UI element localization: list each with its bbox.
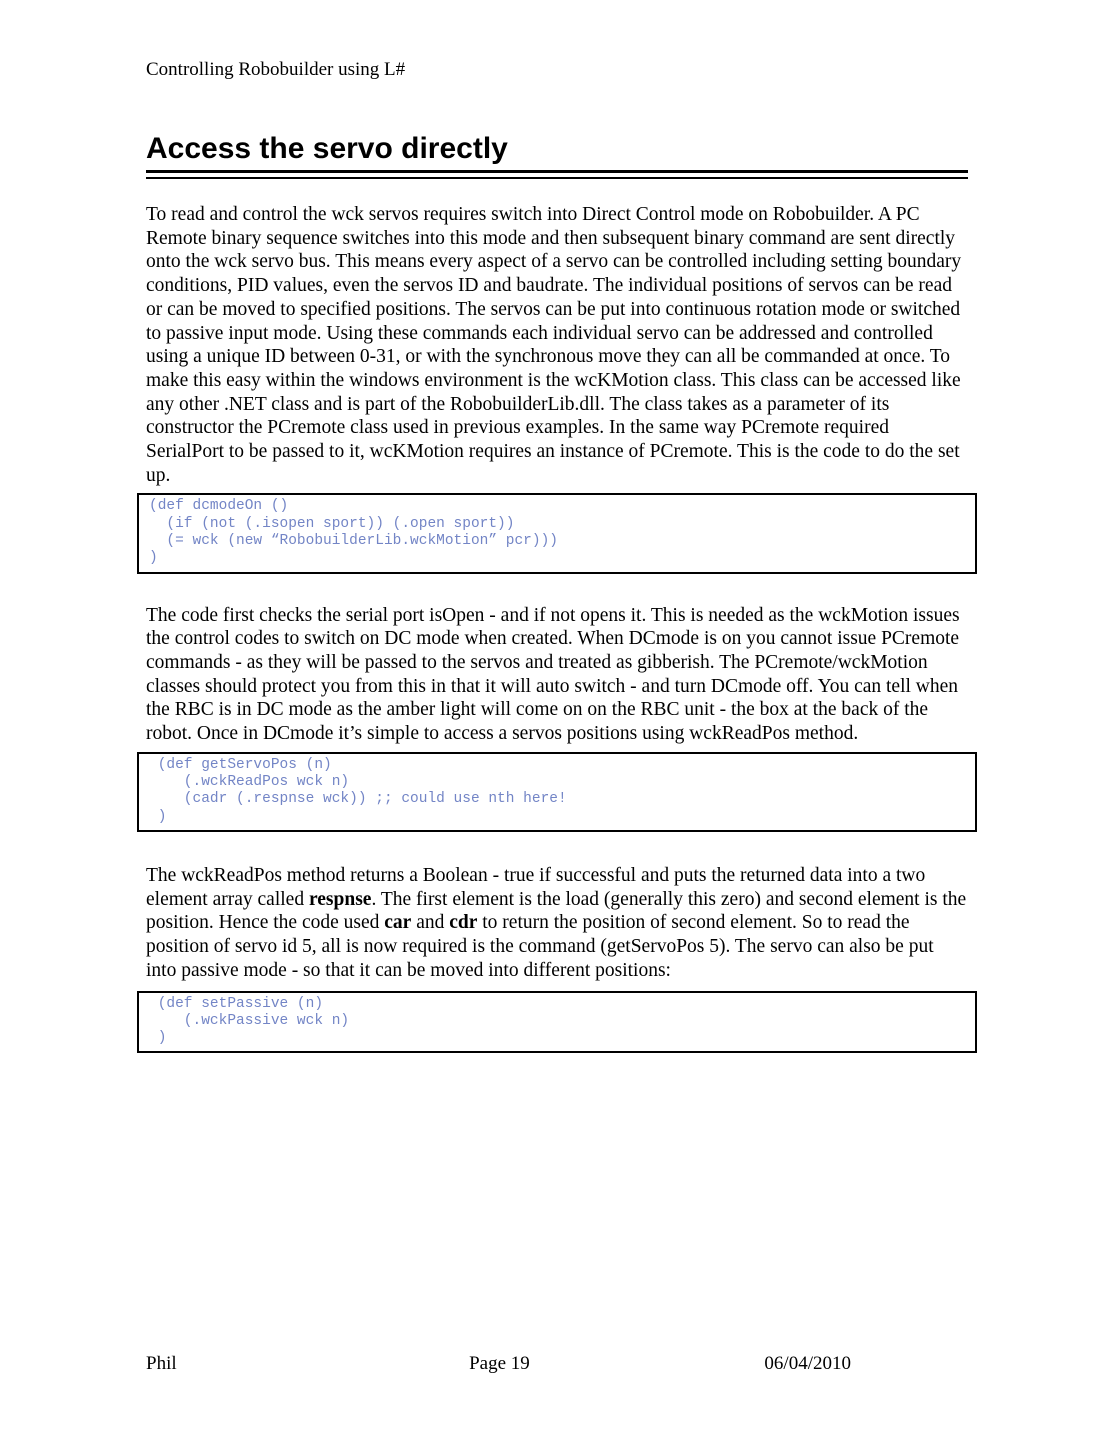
- code-block-dcmodeOn: [137, 493, 977, 573]
- footer-author: Phil: [146, 1353, 177, 1374]
- paragraph-segment-bold: cdr: [449, 912, 478, 934]
- code-line: (.wckReadPos wck n): [149, 774, 350, 791]
- code-line: ): [149, 1030, 167, 1047]
- paragraph-intro: To read and control the wck servos requires switch into Direct Control mode on Robobuilder. A PC Remote binary sequence switches into this mode and then subsequent binary command are sent directly onto the wck servo bus. This means every aspect of a servo can be controlled including setting boundary conditions, PID values, even the servos ID and baudrate. The individual positions of servos can be read or can be moved to specified positions. The servos can be put into continuous rotation mode or switched to passive input mode. Using these commands each individual servo can be addressed and controlled using a unique ID between 0-31, or with the synchronous move they can all be commanded at once. To make this easy within the windows environment is the wcKMotion class. This class can be accessed like any other .NET class and is part of the RobobuilderLib.dll. The class takes as a parameter of its constructor the PCremote class used in previous examples. In the same way PCremote required SerialPort to be passed to it, wcKMotion requires an instance of PCremote. This is the code to do the set up.: [146, 204, 962, 486]
- code-line: (def getServoPos (n): [149, 756, 332, 773]
- code-line: ): [149, 808, 167, 825]
- page-footer: [146, 1352, 968, 1376]
- paragraph-segment: The wckReadPos method returns a Boolean - true if successful and puts the returned data into a two element array called: [146, 865, 926, 910]
- paragraph-segment: . The first element is the load (generally this zero) and second element is the position. Hence the code used: [146, 888, 967, 934]
- section-title: Access the servo directly: [146, 132, 508, 165]
- footer-page-number: Page 19: [469, 1353, 530, 1374]
- code-line: (def dcmodeOn (): [149, 498, 289, 515]
- paragraph-segment-bold: respnse: [308, 888, 372, 910]
- code-line: (cadr (.respnse wck)) ;; could use nth here!: [149, 791, 567, 808]
- footer-date: 06/04/2010: [764, 1353, 851, 1374]
- running-header: Controlling Robobuilder using L#: [146, 59, 406, 80]
- code-line: (.wckPassive wck n): [149, 1012, 350, 1029]
- code-block-setPassive: [137, 991, 977, 1054]
- code-line: ): [149, 550, 158, 567]
- paragraph-dcmode-explanation: The code first checks the serial port isOpen - and if not opens it. This is needed as the wckMotion issues the control codes to switch on DC mode when created. When DCmode is on you cannot issue PCremote commands - as they will be passed to the servos and treated as gibberish. The PCremote/wckMotion classes should protect you from this in that it will auto switch - and turn DCmode off. You can tell when the RBC is in DC mode as the amber light will come on on the RBC unit - the box at the back of the robot. Once in DCmode it’s simple to access a servos positions using wckReadPos method.: [146, 604, 960, 745]
- paragraph-segment-bold: car: [384, 912, 412, 934]
- paragraph-segment: and: [411, 912, 450, 934]
- code-block-getServoPos: [137, 752, 977, 832]
- title-double-rule: [146, 170, 968, 179]
- paragraph-wckreadpos-explanation: [146, 864, 968, 983]
- code-line: (= wck (new “RobobuilderLib.wckMotion” pcr))): [149, 533, 558, 550]
- code-line: (def setPassive (n): [149, 995, 324, 1012]
- paragraph-segment: to return the position of second element. So to read the position of servo id 5, all is now required is the command (getServoPos 5). The servo can also be put into passive mode - so that it can be moved into different positions:: [146, 912, 934, 981]
- code-line: (if (not (.isopen sport)) (.open sport)): [149, 515, 515, 532]
